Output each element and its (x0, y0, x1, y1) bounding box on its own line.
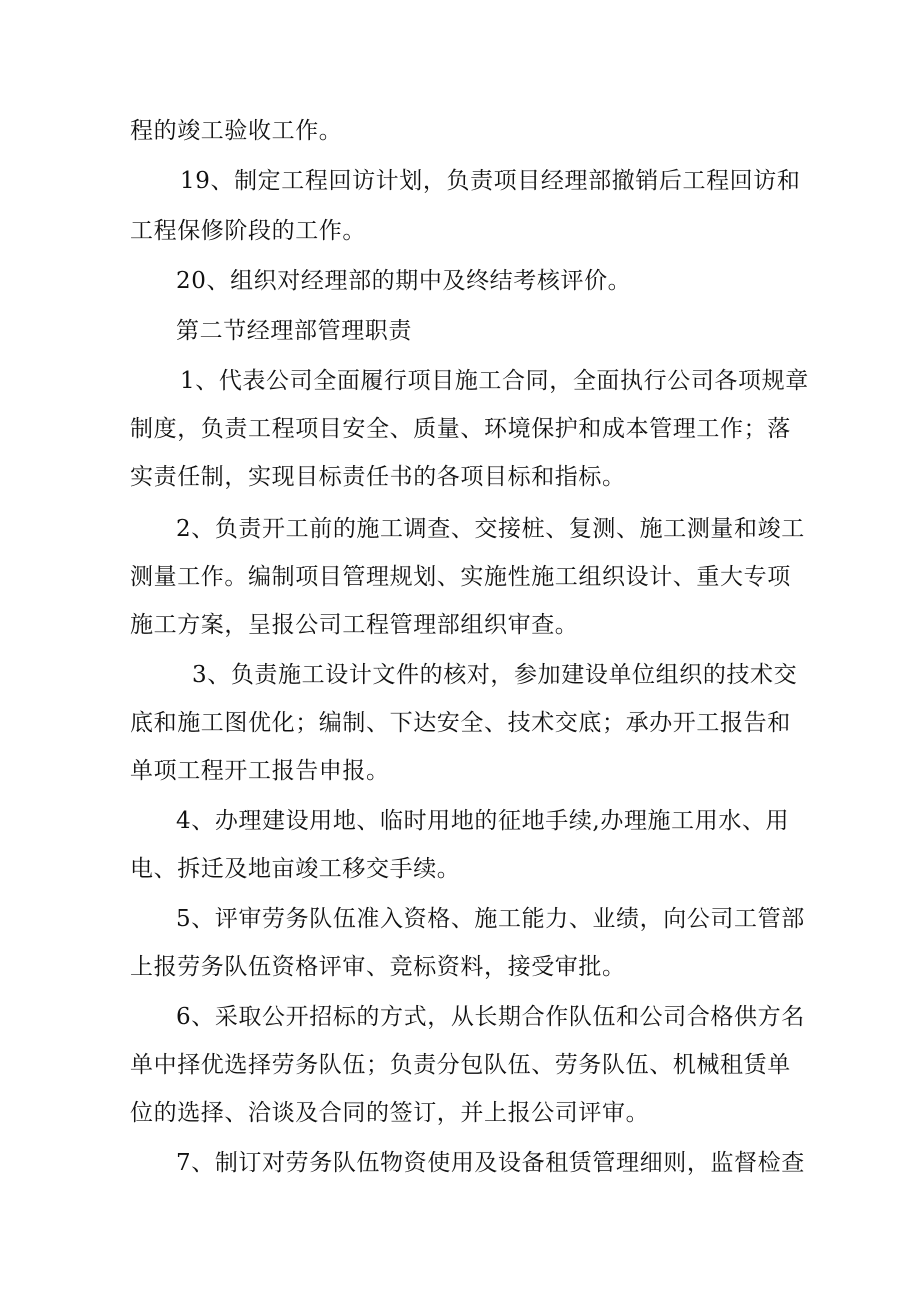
text-line: 施工方案，呈报公司工程管理部组织审查。 (130, 612, 579, 638)
text-line: 6、采取公开招标的方式，从长期合作队伍和公司合格供方名 (176, 1004, 805, 1030)
section-heading: 第二节经理部管理职责 (176, 318, 412, 344)
text-line: 7、制订对劳务队伍物资使用及设备租赁管理细则，监督检查 (176, 1150, 805, 1176)
text-line: 实责任制，实现目标责任书的各项目标和指标。 (130, 464, 626, 490)
text-line: 1、代表公司全面履行项目施工合同，全面执行公司各项规章 (180, 368, 809, 394)
text-line: 4、办理建设用地、临时用地的征地手续,办理施工用水、用 (176, 808, 790, 834)
text-line: 工程保修阶段的工作。 (130, 218, 366, 244)
text-line: 底和施工图优化；编制、下达安全、技术交底；承办开工报告和 (130, 710, 791, 736)
text-line: 3、负责施工设计文件的核对，参加建设单位组织的技术交 (192, 662, 798, 688)
text-line: 5、评审劳务队伍准入资格、施工能力、业绩，向公司工管部 (176, 906, 805, 932)
text-line: 制度，负责工程项目安全、质量、环境保护和成本管理工作；落 (130, 416, 791, 442)
text-line: 2、负责开工前的施工调查、交接桩、复测、施工测量和竣工 (176, 516, 805, 542)
text-line: 电、拆迁及地亩竣工移交手续。 (130, 856, 461, 882)
text-line: 19、制定工程回访计划，负责项目经理部撤销后工程回访和 (180, 168, 801, 194)
text-line: 单中择优选择劳务队伍；负责分包队伍、劳务队伍、机械租赁单 (130, 1052, 791, 1078)
text-line: 20、组织对经理部的期中及终结考核评价。 (176, 268, 632, 294)
text-line: 程的竣工验收工作。 (130, 118, 343, 144)
text-line: 位的选择、洽谈及合同的签订，并上报公司评审。 (130, 1100, 650, 1126)
text-line: 单项工程开工报告申报。 (130, 758, 390, 784)
text-line: 测量工作。编制项目管理规划、实施性施工组织设计、重大专项 (130, 564, 791, 590)
text-line: 上报劳务队伍资格评审、竞标资料，接受审批。 (130, 954, 626, 980)
